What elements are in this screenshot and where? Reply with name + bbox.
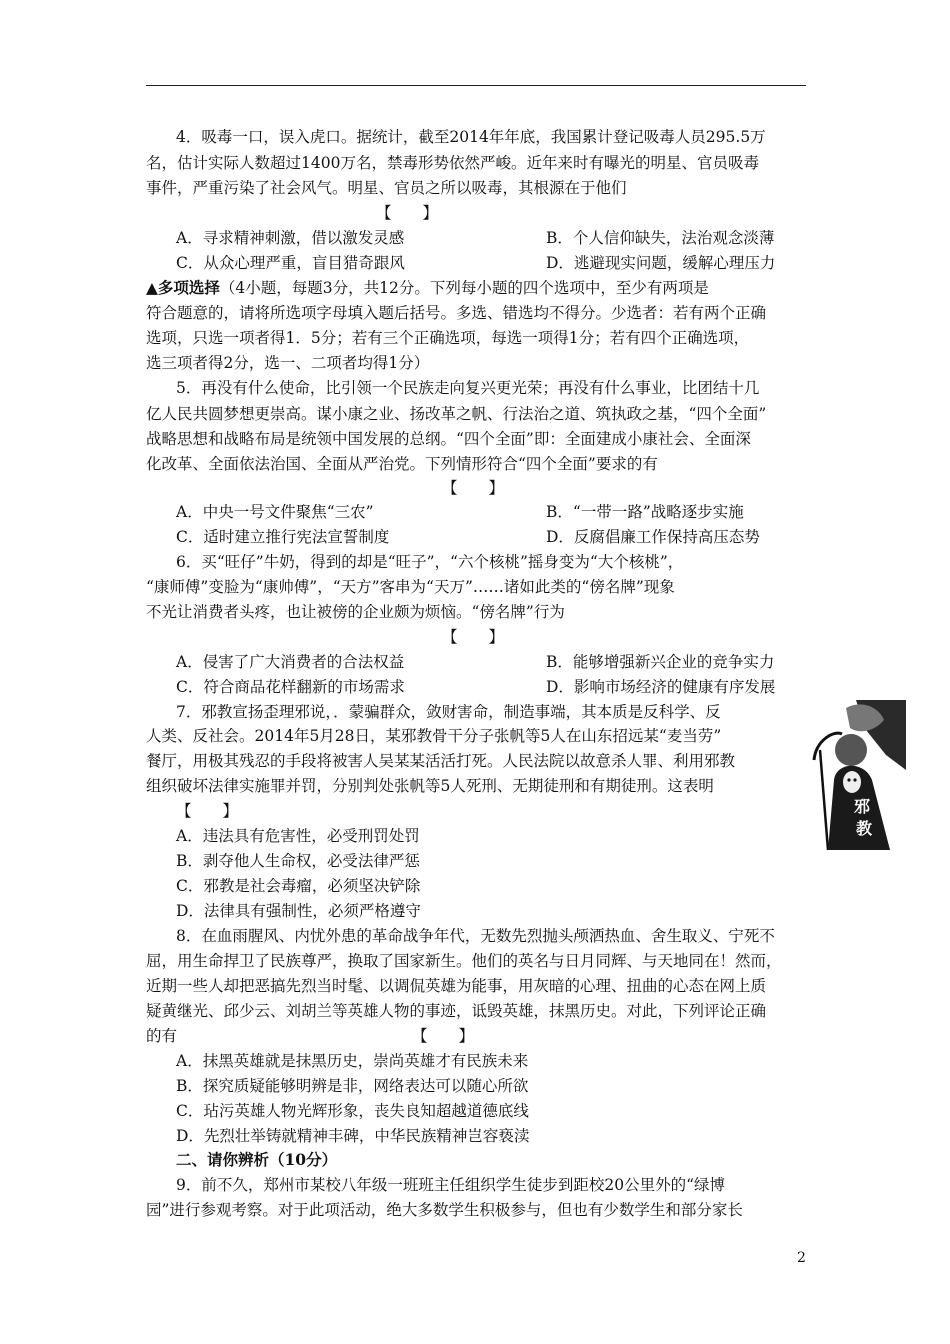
- q5-line-2: 亿人民共圆梦想更崇高。谋小康之业、扬改革之帆、行法治之道、筑执政之基，“四个全面”: [146, 405, 767, 423]
- q7-line-3: 餐厅，用极其残忍的手段将被害人吴某某活活打死。人民法院以故意杀人罪、利用邪教: [146, 752, 736, 770]
- section-multi-choice: [146, 278, 709, 298]
- q5-option-a: A．中央一号文件聚焦“三农”: [176, 503, 374, 521]
- q8-option-d: D．先烈壮举铸就精神丰碑，中华民族精神岂容亵渎: [176, 1127, 530, 1145]
- q8-option-c: C．玷污英雄人物光辉形象，丧失良知超越道德底线: [176, 1102, 529, 1120]
- q6-line-2: “康师傅”变脸为“康帅傅”，“天方”客串为“天万”……诸如此类的“傍名牌”现象: [146, 578, 675, 596]
- q7-line-4: 组织破坏法律实施罪并罚，分别判处张帆等5人死刑、无期徒刑和有期徒刑。这表明: [146, 777, 714, 795]
- q5-option-d: D．反腐倡廉工作保持高压态势: [546, 528, 760, 546]
- q7-option-c: C．邪教是社会毒瘤，必须坚决铲除: [176, 877, 421, 895]
- q8-answer-bracket: 【 】: [412, 1027, 475, 1045]
- q7-option-b: B．剥夺他人生命权，必受法律严惩: [176, 852, 420, 870]
- q4-option-d: D．逃避现实问题，缓解心理压力: [546, 254, 776, 272]
- q7-line-1: 7．邪教宣扬歪理邪说，．蒙骗群众，敛财害命，制造事端，其本质是反科学、反: [176, 703, 721, 721]
- section-intro-3: 选项，只选一项者得1．5分；若有三个正确选项，每选一项得1分；若有四个正确选项，: [146, 329, 750, 347]
- section-intro-4: 选三项者得2分，选一、二项者均得1分）: [146, 354, 430, 372]
- cult-cartoon-illustration: [806, 700, 906, 855]
- q6-answer-bracket: 【 】: [442, 628, 505, 646]
- q5-option-b: B．“一带一路”战略逐步实施: [546, 503, 744, 521]
- q9-line-1: 9．前不久，郑州市某校八年级一班班主任组织学生徒步到距校20公里外的“绿博: [176, 1176, 726, 1194]
- q4-line-2: 名，估计实际人数超过1400万名，禁毒形势依然严峻。近年来时有曝光的明星、官员吸毒: [146, 154, 759, 172]
- q6-option-a: A．侵害了广大消费者的合法权益: [176, 653, 405, 671]
- q7-option-a: A．违法具有危害性，必受刑罚处罚: [176, 827, 420, 845]
- section-two-heading: 二、请你辨析（10分）: [176, 1150, 338, 1169]
- q5-option-c: C．适时建立推行宪法宣誓制度: [176, 528, 390, 546]
- q4-answer-bracket: 【 】: [376, 204, 439, 222]
- q4-line-3: 事件，严重污染了社会风气。明星、官员之所以吸毒，其根源在于他们: [146, 179, 627, 197]
- q8-line-3: 近期一些人却把恶搞先烈当时髦、以调侃英雄为能事，用灰暗的心理、扭曲的心态在网上质: [146, 977, 767, 995]
- q8-line-4: 疑黄继光、邱少云、刘胡兰等英雄人物的事迹，诋毁英雄，抹黑历史。对此，下列评论正确: [146, 1002, 767, 1020]
- q8-line-5: 的有: [146, 1027, 178, 1045]
- cartoon-label-char-2: 教: [856, 819, 873, 838]
- section-heading: ▲多项选择: [146, 278, 220, 297]
- cartoon-label-char-1: 邪: [854, 797, 871, 816]
- q4-option-a: A．寻求精神刺激，借以激发灵感: [176, 229, 405, 247]
- q7-line-2: 人类、反社会。2014年5月28日，某邪教骨干分子张帆等5人在山东招远某“麦当劳”: [146, 727, 722, 745]
- q5-line-3: 战略思想和战略布局是统领中国发展的总纲。“四个全面”即：全面建成小康社会、全面深: [146, 430, 751, 448]
- q8-option-a: A．抹黑英雄就是抹黑历史，崇尚英雄才有民族未来: [176, 1052, 529, 1070]
- q9-line-2: 园”进行参观考察。对于此项活动，绝大多数学生积极参与，但也有少数学生和部分家长: [146, 1201, 743, 1219]
- q6-line-3: 不光让消费者头疼，也让被傍的企业颇为烦恼。“傍名牌”行为: [146, 603, 565, 621]
- q5-answer-bracket: 【 】: [442, 479, 505, 497]
- q5-line-4: 化改革、全面依法治国、全面从严治党。下列情形符合“四个全面”要求的有: [146, 455, 658, 473]
- q6-option-b: B．能够增强新兴企业的竞争实力: [546, 653, 775, 671]
- section-intro-2: 符合题意的，请将所选项字母填入题后括号。多选、错选均不得分。少选者：若有两个正确: [146, 304, 767, 322]
- page-number: 2: [797, 1250, 806, 1266]
- section-intro-1: （4小题，每题3分，共12分。下列每小题的四个选项中，至少有两项是: [219, 279, 709, 297]
- q7-answer-bracket: 【 】: [176, 802, 239, 820]
- q5-line-1: 5．再没有什么使命，比引领一个民族走向复兴更光荣；再没有什么事业，比团结十几: [176, 379, 760, 397]
- q8-line-2: 屈，用生命捍卫了民族尊严，换取了国家新生。他们的英名与日月同辉、与天地同在！然而，: [146, 952, 782, 970]
- q8-line-1: 8．在血雨腥风、内忧外患的革命战争年代，无数先烈抛头颅洒热血、舍生取义、宁死不: [176, 927, 775, 945]
- q6-option-d: D．影响市场经济的健康有序发展: [546, 678, 776, 696]
- q4-option-c: C．从众心理严重，盲目猎奇跟风: [176, 254, 405, 272]
- q7-option-d: D．法律具有强制性，必须严格遵守: [176, 902, 421, 920]
- q4-option-b: B．个人信仰缺失，法治观念淡薄: [546, 229, 775, 247]
- header-rule: [146, 85, 806, 86]
- q6-line-1: 6．买“旺仔”牛奶，得到的却是“旺子”，“六个核桃”摇身变为“大个核桃”，: [176, 553, 684, 571]
- q4-line-1: 4．吸毒一口，误入虎口。据统计，截至2014年年底，我国累计登记吸毒人员295.5万: [176, 128, 766, 146]
- q6-option-c: C．符合商品花样翻新的市场需求: [176, 678, 405, 696]
- q8-option-b: B．探究质疑能够明辨是非，网络表达可以随心所欲: [176, 1077, 529, 1095]
